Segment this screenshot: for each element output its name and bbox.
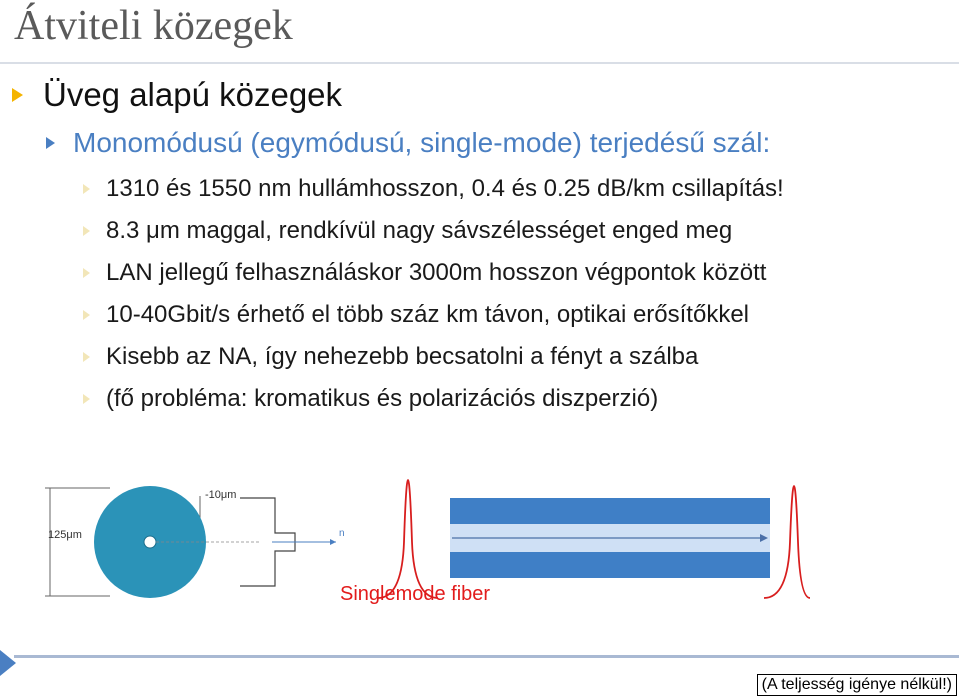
bullet-arrow-icon (83, 226, 90, 236)
bullet-arrow-icon (83, 268, 90, 278)
bullet-arrow-icon (12, 88, 23, 102)
list-item (83, 217, 732, 245)
index-label: n (339, 528, 345, 539)
figure-caption: Singlemode fiber (340, 583, 491, 605)
level1-text: Üveg alapú közegek (43, 76, 343, 113)
list-item-text: 10-40Gbit/s érhető el több száz km távon, optikai erősítőkkel (106, 301, 749, 328)
bullet-arrow-icon (83, 352, 90, 362)
slide-title: Átviteli közegek (14, 3, 293, 49)
level1-bullet (12, 76, 342, 114)
cladding-diameter-label: 125μm (48, 529, 82, 541)
bullet-arrow-icon (46, 137, 55, 149)
title-divider (0, 62, 959, 64)
level2-bullet (46, 127, 770, 159)
list-item (83, 385, 658, 413)
list-item-text: 8.3 μm maggal, rendkívül nagy sávszélességet enged meg (106, 217, 733, 244)
footer-divider (14, 655, 959, 658)
input-pulse (378, 480, 438, 598)
bullet-arrow-icon (83, 394, 90, 404)
list-item (83, 343, 698, 371)
bullet-arrow-icon (83, 184, 90, 194)
singlemode-fiber-diagram (40, 478, 810, 608)
list-item-text: 1310 és 1550 nm hullámhosszon, 0.4 és 0.25 dB/km csillapítás! (106, 175, 784, 202)
bullet-arrow-icon (83, 310, 90, 320)
corner-arrow-icon (0, 650, 18, 676)
level2-text: Monomódusú (egymódusú, single-mode) terjedésű szál: (73, 127, 771, 158)
list-item (83, 301, 749, 329)
output-pulse (764, 486, 810, 598)
list-item-text: (fő probléma: kromatikus és polarizációs diszperzió) (106, 385, 659, 412)
list-item (83, 175, 784, 203)
fiber-core-cross-section (144, 536, 156, 548)
list-item-text: Kisebb az NA, így nehezebb becsatolni a fényt a szálba (106, 343, 699, 370)
list-item-text: LAN jellegű felhasználáskor 3000m hosszon végpontok között (106, 259, 767, 286)
arrow-icon (330, 539, 336, 545)
footer-note: (A teljesség igénye nélkül!) (757, 674, 957, 696)
list-item (83, 259, 766, 287)
core-diameter-label: -10μm (205, 489, 237, 501)
